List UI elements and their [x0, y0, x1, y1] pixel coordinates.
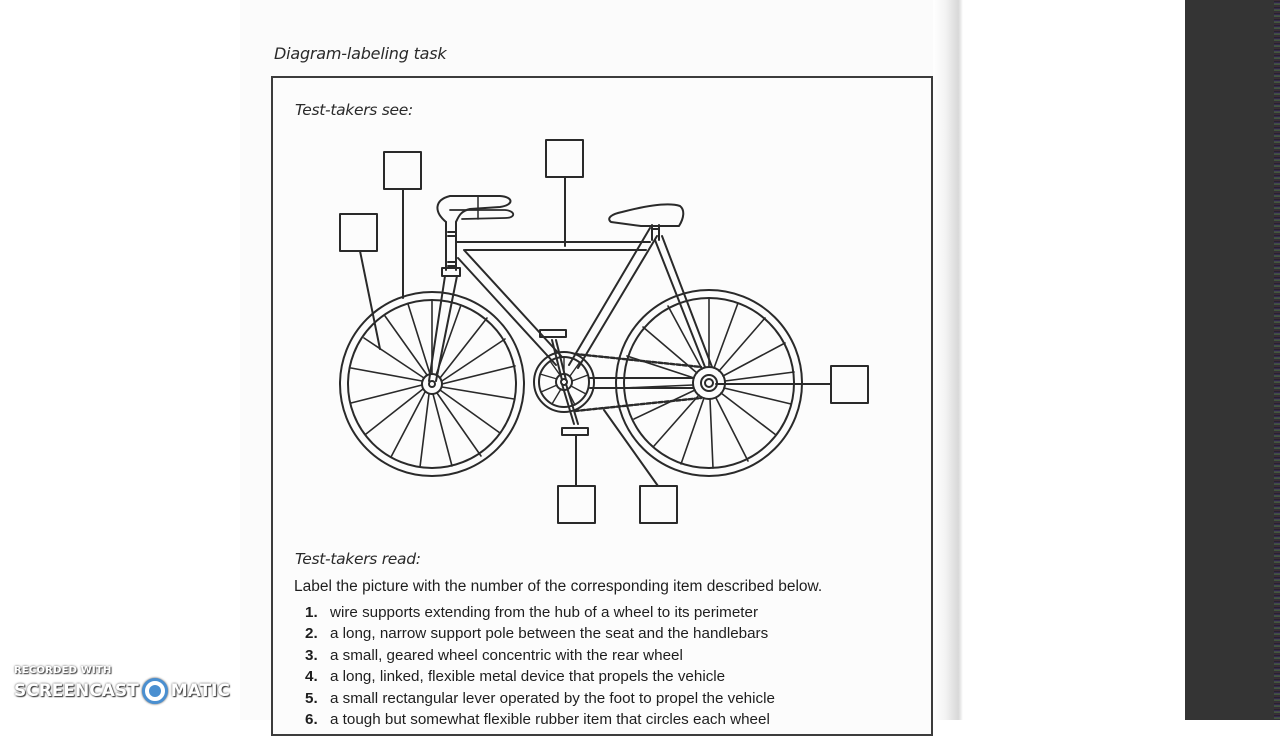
- item-number: 5.: [305, 689, 318, 707]
- label-boxes: [340, 140, 868, 523]
- dark-side-panel: [1185, 0, 1280, 720]
- label-box-3: [546, 140, 583, 177]
- item-number: 4.: [305, 668, 318, 686]
- seat: [609, 204, 683, 226]
- watermark-recorded-with: RECORDED WITH: [14, 665, 112, 676]
- item-text: a tough but somewhat flexible rubber item that circles each wheel: [330, 710, 770, 728]
- label-box-4: [831, 366, 868, 403]
- watermark-brand-right: MATIC: [170, 681, 230, 701]
- label-box-6: [640, 486, 677, 523]
- item-text: a small, geared wheel concentric with the rear wheel: [330, 646, 683, 664]
- list-item: [305, 711, 775, 732]
- item-list: [305, 604, 775, 732]
- label-box-2: [384, 152, 421, 189]
- edge-noise-strip: [1274, 0, 1280, 720]
- item-text: a small rectangular lever operated by the foot to propel the vehicle: [330, 689, 775, 707]
- item-number: 2.: [305, 625, 318, 643]
- list-item: [305, 625, 775, 646]
- item-text: a long, narrow support pole between the seat and the handlebars: [330, 625, 769, 643]
- item-number: 6.: [305, 710, 318, 728]
- label-box-1: [340, 214, 377, 251]
- document-title: Diagram-labeling task: [274, 44, 447, 63]
- watermark-brand-left: SCREENCAST: [14, 681, 139, 701]
- list-item: [305, 690, 775, 711]
- screencast-logo-icon: [142, 678, 168, 704]
- item-text: a long, linked, flexible metal device that propels the vehicle: [330, 668, 726, 686]
- list-item: [305, 647, 775, 668]
- test-takers-see-label: Test-takers see:: [295, 101, 413, 119]
- list-item: [305, 604, 775, 625]
- front-wheel: [340, 292, 524, 476]
- label-box-5: [558, 486, 595, 523]
- screencast-watermark: [14, 665, 230, 704]
- list-item: [305, 668, 775, 689]
- test-takers-read-label: Test-takers read:: [295, 550, 421, 568]
- item-number: 1.: [305, 604, 318, 621]
- instruction-text: Label the picture with the number of the corresponding item described below.: [294, 578, 823, 595]
- item-text: wire supports extending from the hub of a wheel to its perimeter: [330, 604, 759, 621]
- chainring: [534, 352, 594, 412]
- item-number: 3.: [305, 646, 318, 664]
